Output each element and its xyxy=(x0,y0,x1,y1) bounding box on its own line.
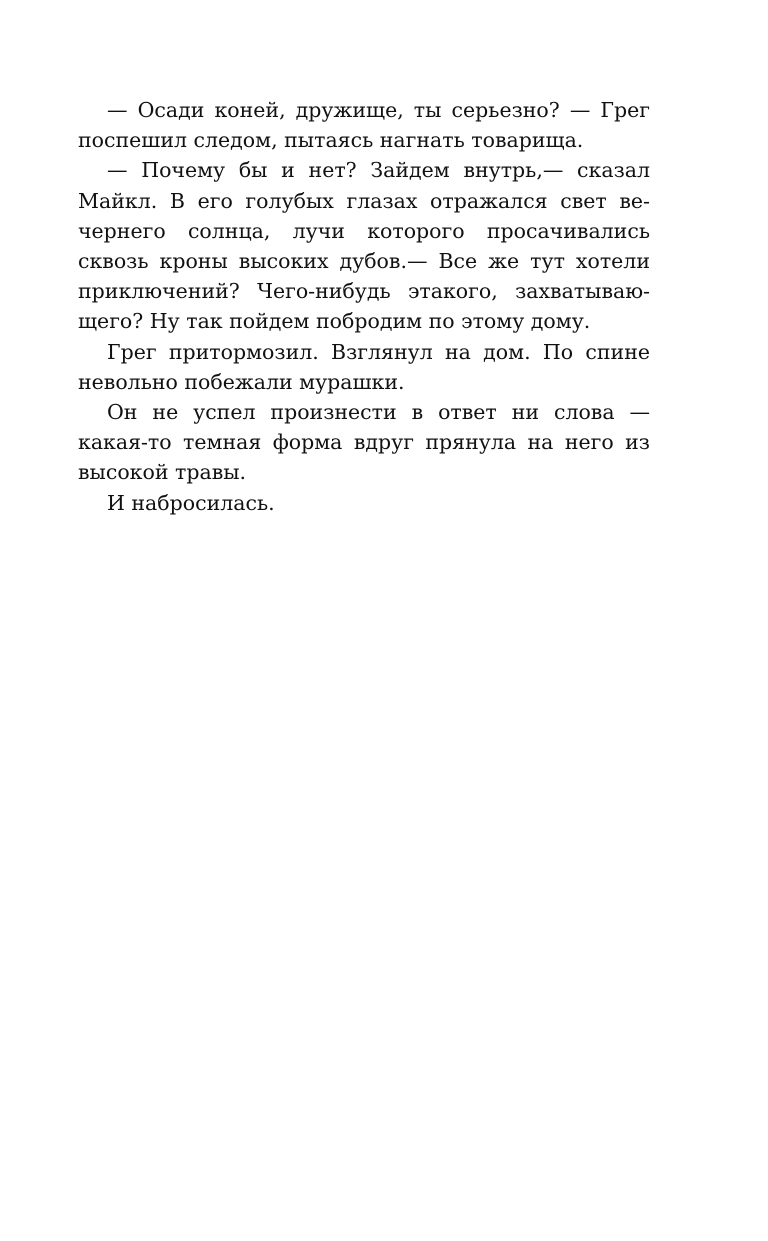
text-line: невольно побежали мурашки. xyxy=(78,369,405,394)
page-text xyxy=(78,95,650,518)
text-line: какая-то темная форма вдруг прянула на него из xyxy=(78,430,650,455)
text-line: И набросилась. xyxy=(107,490,275,515)
text-line: Грег притормозил. Взглянул на дом. По спине xyxy=(107,339,650,364)
paragraph-2 xyxy=(78,155,650,336)
text-line: Майкл. В его голубых глазах отражался свет ве- xyxy=(78,188,650,213)
text-line: приключений? Чего-нибудь этакого, захватываю- xyxy=(78,279,650,304)
text-line: высокой травы. xyxy=(78,460,247,485)
text-line: чернего солнца, лучи которого просачивались xyxy=(78,218,650,243)
text-line: поспешил следом, пытаясь нагнать товарища. xyxy=(78,128,584,153)
paragraph-4 xyxy=(78,397,650,488)
text-line: сквозь кроны высоких дубов.— Все же тут хотели xyxy=(78,249,650,274)
text-line: щего? Ну так пойдем побродим по этому дому. xyxy=(78,309,591,334)
text-line: — Осади коней, дружище, ты серьезно? — Грег xyxy=(107,98,650,122)
text-line: — Почему бы и нет? Зайдем внутрь,— сказал xyxy=(107,158,650,183)
paragraph-5 xyxy=(78,488,650,518)
text-line: Он не успел произнести в ответ ни слова — xyxy=(107,400,650,425)
paragraph-1 xyxy=(78,95,650,155)
paragraph-3 xyxy=(78,337,650,397)
